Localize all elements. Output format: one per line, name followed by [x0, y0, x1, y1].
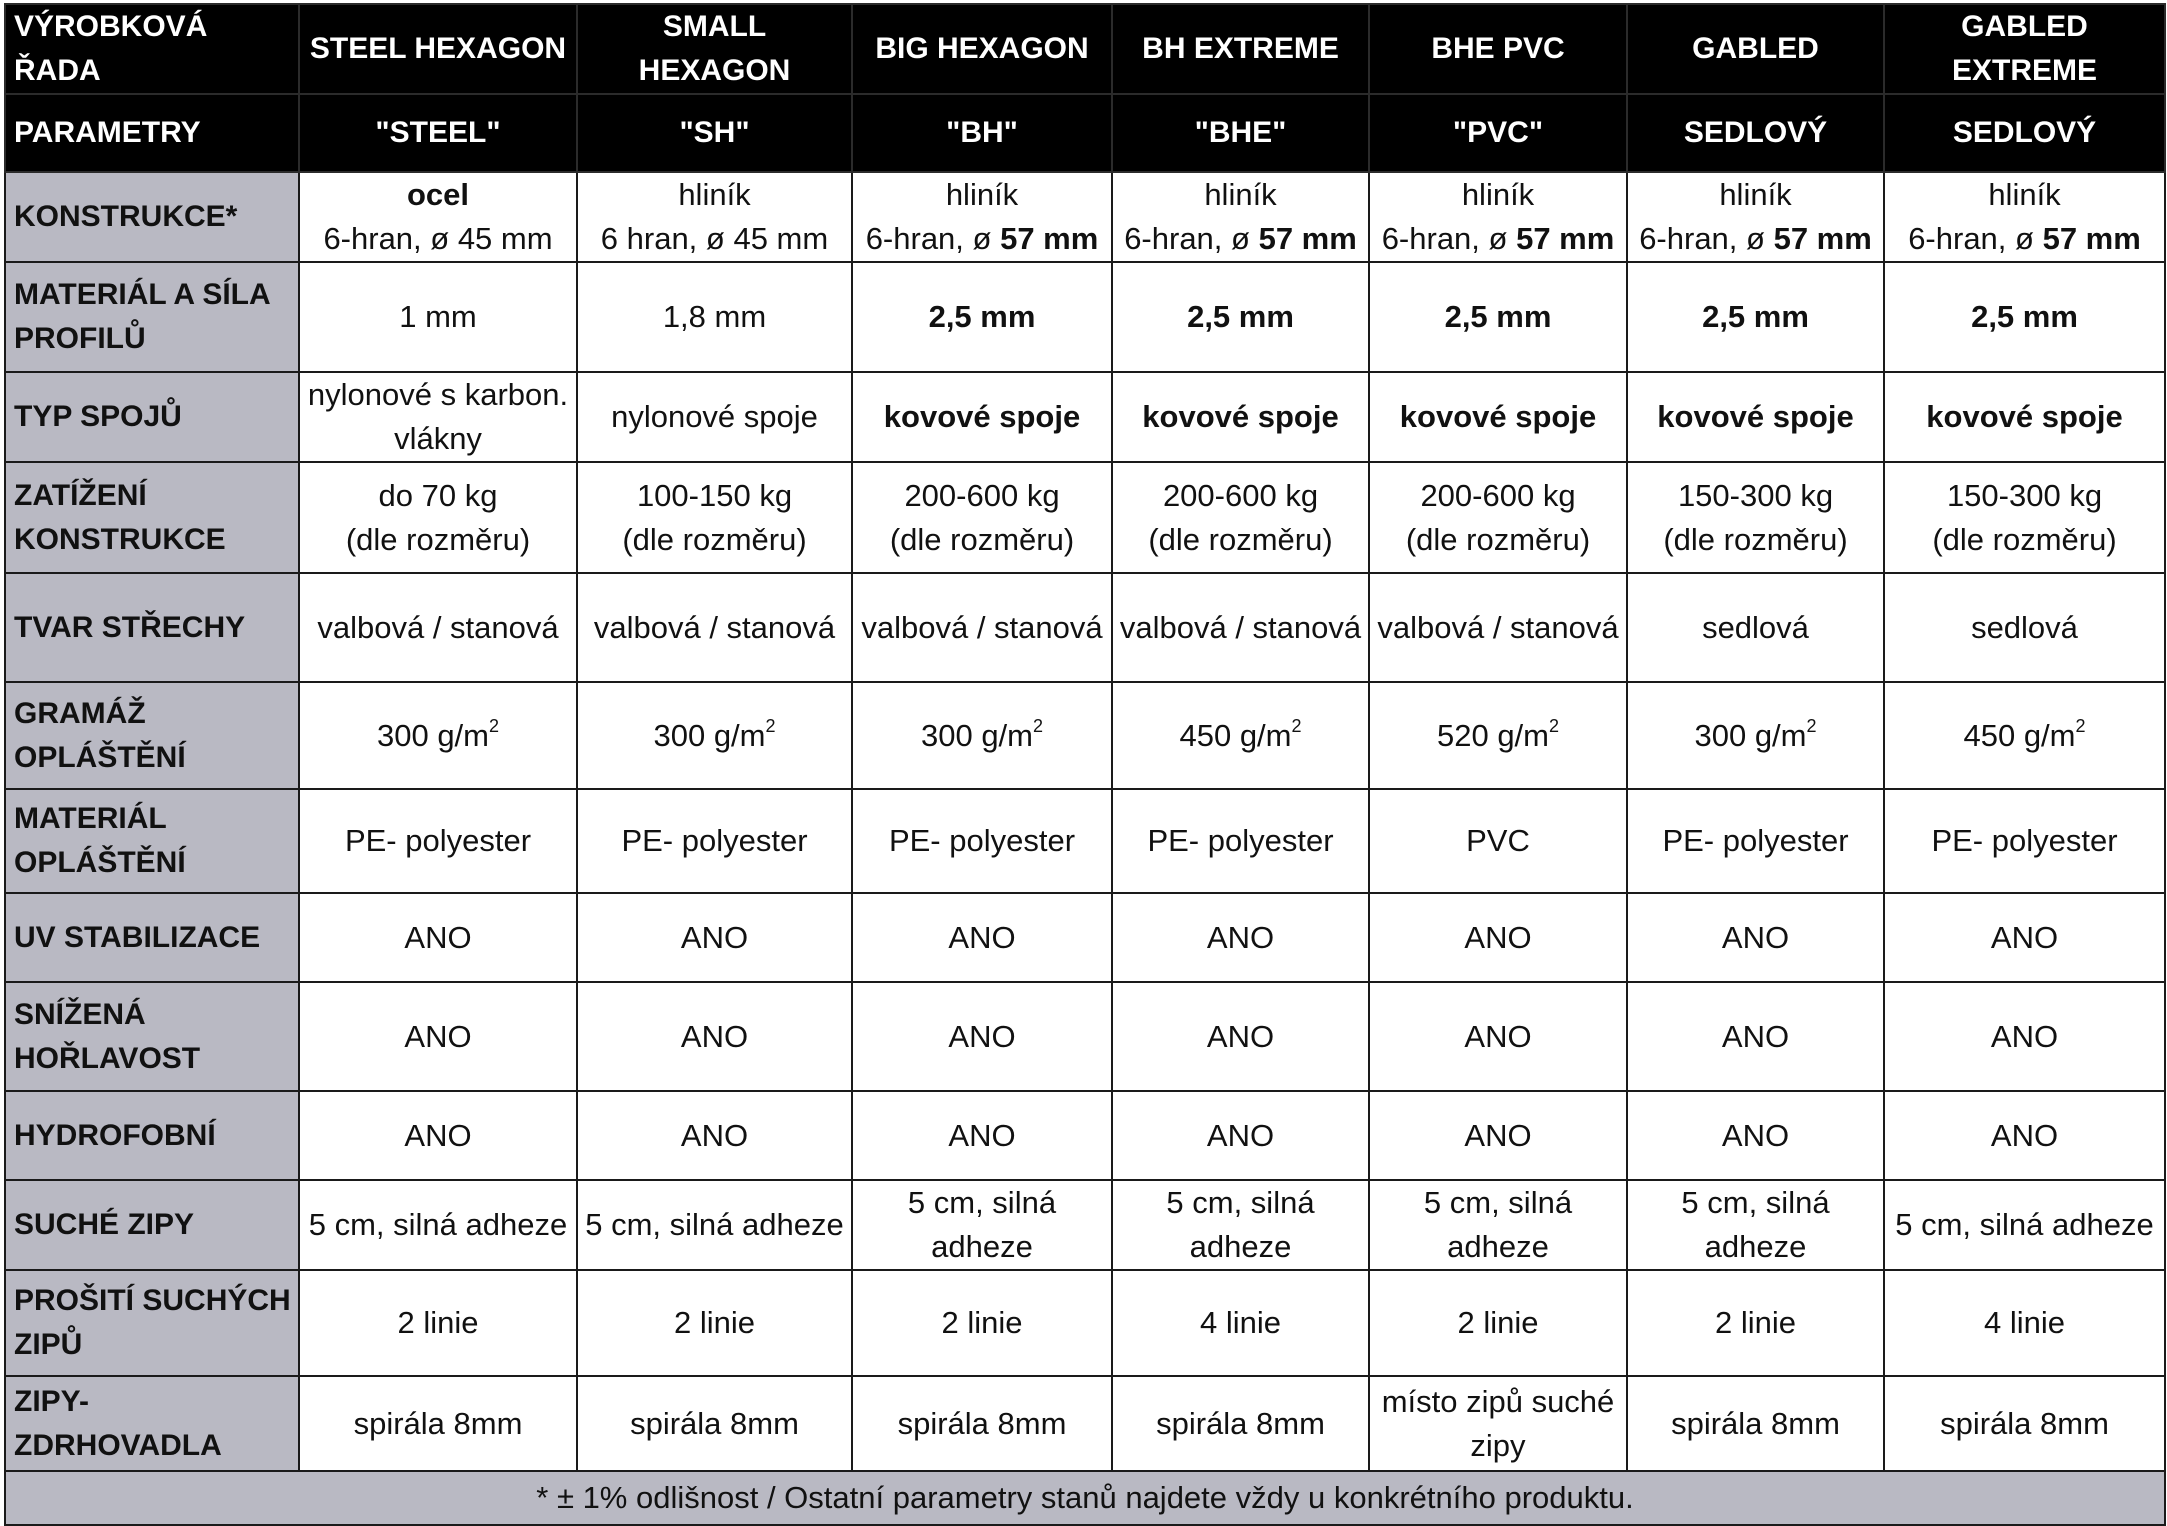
row-prositi [5, 1270, 2165, 1376]
cell-line: 150-300 kg [1677, 477, 1834, 513]
col-header-code: SEDLOVÝ [1884, 94, 2165, 172]
cell-text: 6-hran, ø [1639, 221, 1774, 256]
cell-text: 6-hran, ø [1908, 221, 2043, 256]
col-header-name: STEEL HEXAGON [299, 4, 577, 94]
cell-line: 200-600 kg [904, 477, 1060, 513]
row-label: TVAR STŘECHY [5, 573, 299, 682]
params-label: PARAMETRY [5, 94, 299, 172]
table-cell [852, 172, 1112, 262]
table-cell: 2 linie [299, 1270, 577, 1376]
table-cell [1369, 462, 1627, 573]
table-cell: 4 linie [1884, 1270, 2165, 1376]
table-cell: ANO [1369, 982, 1627, 1091]
cell-note: (dle rozměru) [889, 521, 1075, 557]
table-cell: ANO [577, 1091, 852, 1180]
cell-line: hliník [1988, 177, 2061, 212]
table-cell: 2,5 mm [852, 262, 1112, 372]
row-label [5, 462, 299, 573]
row-label-line: KONSTRUKCE [14, 522, 226, 556]
table-cell [299, 172, 577, 262]
row-label: SUCHÉ ZIPY [5, 1180, 299, 1270]
cell-text-bold: 57 mm [1516, 221, 1615, 256]
table-cell: 2,5 mm [1627, 262, 1884, 372]
table-cell: ANO [299, 1091, 577, 1180]
table-cell [299, 462, 577, 573]
table-cell: kovové spoje [1112, 372, 1369, 462]
cell-text-bold: 57 mm [1773, 221, 1872, 256]
table-cell [1627, 682, 1884, 789]
cell-value: 450 [1179, 717, 1240, 753]
header-row-params [5, 94, 2165, 172]
table-cell: kovové spoje [1369, 372, 1627, 462]
unit-exponent: 2 [1033, 716, 1044, 737]
table-cell [1112, 682, 1369, 789]
cell-line: do 70 kg [378, 477, 498, 513]
table-cell: valbová / stanová [1369, 573, 1627, 682]
table-cell: spirála 8mm [1112, 1376, 1369, 1471]
row-label [5, 1376, 299, 1471]
table-cell: kovové spoje [1627, 372, 1884, 462]
table-cell [577, 172, 852, 262]
cell-line: místo zipů suché [1381, 1383, 1615, 1419]
table-cell: 5 cm, silná adheze [577, 1180, 852, 1270]
cell-line: hliník [1204, 177, 1277, 212]
row-label-line: HOŘLAVOST [14, 1041, 201, 1075]
col-header-code: "BH" [852, 94, 1112, 172]
row-label [5, 262, 299, 372]
table-cell: spirála 8mm [1627, 1376, 1884, 1471]
unit-exponent: 2 [1806, 716, 1817, 737]
cell-line [1634, 217, 1877, 261]
row-zatizeni [5, 462, 2165, 573]
comparison-table-wrapper [4, 3, 2164, 1526]
cell-line: ocel [406, 177, 470, 212]
cell-unit: g/m [437, 717, 489, 753]
table-cell: 1,8 mm [577, 262, 852, 372]
table-cell: 1 mm [299, 262, 577, 372]
col-header-code: "SH" [577, 94, 852, 172]
table-cell [577, 682, 852, 789]
unit-exponent: 2 [2075, 716, 2086, 737]
cell-line: hliník [1461, 177, 1535, 212]
table-cell: ANO [577, 893, 852, 982]
row-suche-zipy [5, 1180, 2165, 1270]
row-label-line: SNÍŽENÁ [14, 997, 146, 1031]
table-cell: ANO [1112, 893, 1369, 982]
cell-value: 300 [1694, 717, 1755, 753]
row-material-oplasteni [5, 789, 2165, 893]
cell-line: 200-600 kg [1162, 477, 1319, 513]
table-cell: 2 linie [577, 1270, 852, 1376]
table-cell: 2 linie [1627, 1270, 1884, 1376]
footnote: * ± 1% odlišnost / Ostatní parametry stanů najdete vždy u konkrétního produktu. [5, 1471, 2165, 1525]
table-cell: 2,5 mm [1884, 262, 2165, 372]
row-label-line: GRAMÁŽ [14, 696, 146, 730]
table-cell: spirála 8mm [852, 1376, 1112, 1471]
cell-line: hliník [678, 177, 751, 212]
unit-exponent: 2 [765, 716, 776, 737]
row-hydrofobni [5, 1091, 2165, 1180]
table-cell: ANO [1369, 1091, 1627, 1180]
row-footnote [5, 1471, 2165, 1525]
cell-value: 520 [1436, 717, 1498, 753]
row-zipy-zdrhovadla [5, 1376, 2165, 1471]
cell-value: 300 [920, 717, 982, 753]
table-cell [1112, 462, 1369, 573]
header-row-series [5, 4, 2165, 94]
table-cell: ANO [852, 1091, 1112, 1180]
row-label-line: PROFILŮ [14, 322, 146, 355]
cell-value: 300 [376, 717, 438, 753]
table-header [5, 4, 2165, 172]
table-cell: ANO [1627, 893, 1884, 982]
cell-unit: g/m [1754, 717, 1807, 753]
cell-text: 6-hran, ø 45 mm [323, 221, 553, 256]
cell-line [1891, 217, 2158, 261]
table-cell [852, 682, 1112, 789]
cell-unit: g/m [981, 717, 1033, 753]
cell-note: (dle rozměru) [345, 521, 531, 557]
table-cell: PE- polyester [299, 789, 577, 893]
cell-note: (dle rozměru) [1148, 521, 1333, 557]
table-cell: PE- polyester [577, 789, 852, 893]
table-cell: 2,5 mm [1112, 262, 1369, 372]
cell-text: 6-hran, ø [1124, 221, 1259, 256]
table-cell [1627, 172, 1884, 262]
table-cell: valbová / stanová [1112, 573, 1369, 682]
table-cell: 5 cm, silná adheze [299, 1180, 577, 1270]
table-cell: PE- polyester [1112, 789, 1369, 893]
col-header-name: BH EXTREME [1112, 4, 1369, 94]
table-cell: ANO [1112, 982, 1369, 1091]
cell-line: 200-600 kg [1420, 477, 1576, 513]
col-header-code: SEDLOVÝ [1627, 94, 1884, 172]
cell-line: 100-150 kg [636, 477, 793, 513]
table-cell: sedlová [1627, 573, 1884, 682]
table-cell: PE- polyester [1884, 789, 2165, 893]
row-label-line: ZDRHOVADLA [14, 1428, 222, 1462]
table-cell: 2,5 mm [1369, 262, 1627, 372]
table-cell: valbová / stanová [852, 573, 1112, 682]
row-label-line: ZATÍŽENÍ [14, 478, 147, 512]
table-cell: 5 cm, silná adheze [1369, 1180, 1627, 1270]
row-label-line: ZIPŮ [14, 1328, 83, 1361]
table-cell: valbová / stanová [577, 573, 852, 682]
table-cell: ANO [1627, 982, 1884, 1091]
table-cell: 4 linie [1112, 1270, 1369, 1376]
table-cell: ANO [1627, 1091, 1884, 1180]
cell-line: 150-300 kg [1946, 477, 2103, 513]
unit-exponent: 2 [1291, 716, 1302, 737]
table-cell: ANO [299, 893, 577, 982]
cell-line [306, 217, 570, 261]
row-horlavost [5, 982, 2165, 1091]
table-cell [1627, 462, 1884, 573]
table-cell: kovové spoje [1884, 372, 2165, 462]
row-label: TYP SPOJŮ [5, 372, 299, 462]
cell-unit: g/m [2023, 717, 2076, 753]
table-cell: ANO [1884, 893, 2165, 982]
cell-line: hliník [1719, 177, 1792, 212]
table-cell: nylonové spoje [577, 372, 852, 462]
cell-unit: g/m [1239, 717, 1292, 753]
col-header-name: GABLED [1627, 4, 1884, 94]
cell-note: (dle rozměru) [622, 521, 807, 557]
row-konstrukce [5, 172, 2165, 262]
unit-exponent: 2 [489, 716, 500, 737]
cell-unit: g/m [713, 717, 766, 753]
cell-text-bold: 57 mm [1258, 221, 1357, 256]
table-cell: 5 cm, silná adheze [1627, 1180, 1884, 1270]
row-label [5, 1270, 299, 1376]
cell-value: 300 [653, 717, 714, 753]
row-tvar-strechy [5, 573, 2165, 682]
series-label: VÝROBKOVÁ ŘADA [5, 4, 299, 94]
row-label-line: OPLÁŠTĚNÍ [14, 846, 186, 879]
table-cell [299, 372, 577, 462]
table-cell [1884, 682, 2165, 789]
cell-note: (dle rozměru) [1405, 521, 1591, 557]
table-body [5, 172, 2165, 1525]
col-header-code: "BHE" [1112, 94, 1369, 172]
cell-line [1376, 217, 1620, 261]
table-cell [1369, 1376, 1627, 1471]
cell-line [859, 217, 1105, 261]
table-cell: ANO [852, 893, 1112, 982]
table-cell: ANO [299, 982, 577, 1091]
table-cell: sedlová [1884, 573, 2165, 682]
row-gramaz [5, 682, 2165, 789]
table-cell: ANO [1112, 1091, 1369, 1180]
table-cell [1884, 172, 2165, 262]
row-label-line: MATERIÁL A SÍLA [14, 278, 271, 311]
table-cell: 2 linie [852, 1270, 1112, 1376]
cell-unit: g/m [1497, 717, 1549, 753]
table-cell: kovové spoje [852, 372, 1112, 462]
row-uv [5, 893, 2165, 982]
table-cell [1884, 462, 2165, 573]
cell-text: 6 hran, ø 45 mm [600, 221, 829, 256]
cell-line: zipy [1470, 1427, 1526, 1463]
cell-text: 6-hran, ø [1381, 221, 1517, 256]
row-label-line: OPLÁŠTĚNÍ [14, 740, 186, 774]
table-cell: 2 linie [1369, 1270, 1627, 1376]
cell-line: hliník [945, 177, 1019, 212]
table-cell [1369, 682, 1627, 789]
row-label [5, 789, 299, 893]
table-cell: spirála 8mm [1884, 1376, 2165, 1471]
table-cell: ANO [852, 982, 1112, 1091]
row-label: UV STABILIZACE [5, 893, 299, 982]
table-cell [577, 462, 852, 573]
cell-line: nylonové s karbon. [307, 377, 569, 412]
row-label [5, 982, 299, 1091]
row-label-line: ZIPY- [14, 1384, 90, 1418]
row-typ-spoju [5, 372, 2165, 462]
cell-line: vlákny [394, 421, 482, 456]
cell-note: (dle rozměru) [1932, 521, 2117, 557]
col-header-name: SMALL HEXAGON [577, 4, 852, 94]
table-cell: ANO [1884, 982, 2165, 1091]
cell-note: (dle rozměru) [1663, 521, 1848, 557]
cell-line [584, 217, 845, 261]
table-cell: spirála 8mm [577, 1376, 852, 1471]
product-comparison-table [4, 3, 2166, 1526]
table-cell: 5 cm, silná adheze [1112, 1180, 1369, 1270]
table-cell [1369, 172, 1627, 262]
table-cell [1112, 172, 1369, 262]
table-cell: ANO [577, 982, 852, 1091]
cell-text: 6-hran, ø [865, 221, 1001, 256]
cell-text-bold: 57 mm [1000, 221, 1099, 256]
col-header-name: GABLED EXTREME [1884, 4, 2165, 94]
row-material-sila [5, 262, 2165, 372]
table-cell: valbová / stanová [299, 573, 577, 682]
table-cell: 5 cm, silná adheze [1884, 1180, 2165, 1270]
table-cell: ANO [1884, 1091, 2165, 1180]
col-header-code: "STEEL" [299, 94, 577, 172]
table-cell: PE- polyester [1627, 789, 1884, 893]
row-label [5, 682, 299, 789]
row-label: HYDROFOBNÍ [5, 1091, 299, 1180]
table-cell: PE- polyester [852, 789, 1112, 893]
cell-line [1119, 217, 1362, 261]
cell-text-bold: 57 mm [2042, 221, 2141, 256]
col-header-name: BIG HEXAGON [852, 4, 1112, 94]
unit-exponent: 2 [1549, 716, 1560, 737]
col-header-code: "PVC" [1369, 94, 1627, 172]
table-cell: ANO [1369, 893, 1627, 982]
table-cell [852, 462, 1112, 573]
table-cell: PVC [1369, 789, 1627, 893]
row-label-line: PROŠITÍ SUCHÝCH [14, 1284, 291, 1317]
row-label: KONSTRUKCE* [5, 172, 299, 262]
table-cell: 5 cm, silná adheze [852, 1180, 1112, 1270]
table-cell: spirála 8mm [299, 1376, 577, 1471]
row-label-line: MATERIÁL [14, 802, 167, 835]
table-cell [299, 682, 577, 789]
col-header-name: BHE PVC [1369, 4, 1627, 94]
cell-value: 450 [1963, 717, 2024, 753]
